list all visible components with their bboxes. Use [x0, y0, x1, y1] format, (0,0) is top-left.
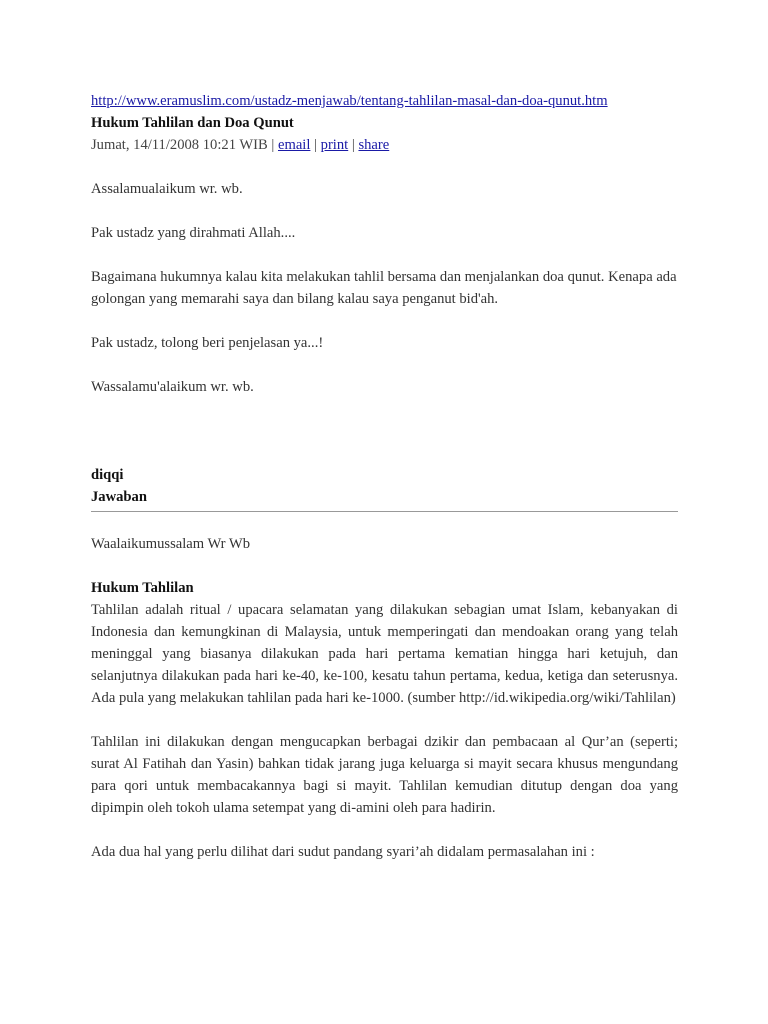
answer-greeting: Waalaikumussalam Wr Wb — [91, 536, 250, 552]
answer-paragraph-1: Tahlilan adalah ritual / upacara selamatan yang dilakukan sebagian umat Islam, kebanyakan di Indonesia dan kemungkinan di Malaysia, untuk memperingati dan mendoakan orang yang telah meninggal yang biasanya dilakukan pada hari pertama kematian hingga hari ketujuh, dan selanjutnya dilakukan pada hari ke-40, ke-100, kesatu tahun pertama, kedua, ketiga dan seterusnya. Ada pula yang melakukan tahlilan pada hari ke-1000. (sumber http://id.wikipedia.org/wiki/Tahlilan) — [91, 602, 678, 706]
question-body: Bagaimana hukumnya kalau kita melakukan tahlil bersama dan menjalankan doa qunut. Kenapa ada golongan yang memarahi saya dan bilang kalau saya penganut bid'ah. — [91, 269, 677, 307]
article-meta — [91, 134, 678, 156]
answer-paragraph-3: Ada dua hal yang perlu dilihat dari sudut pandang syari’ah didalam permasalahan ini : — [91, 844, 595, 860]
question-closing: Wassalamu'alaikum wr. wb. — [91, 379, 254, 395]
email-link[interactable]: email — [277, 137, 311, 153]
question-author: diqqi — [91, 467, 124, 483]
section-title: Hukum Tahlilan — [91, 580, 194, 596]
answer-heading: Jawaban — [91, 489, 147, 505]
answer-paragraph-2: Tahlilan ini dilakukan dengan mengucapkan berbagai dzikir dan pembacaan al Qur’an (seperti; surat Al Fatihah dan Yasin) bahkan tidak jarang juga keluarga si mayit secara khusus mengundang para qori untuk membacakannya bagi si mayit. Tahlilan kemudian ditutup dengan doa yang dipimpin oleh tokoh ulama setempat yang di-amini oleh para hadirin. — [91, 734, 678, 816]
question-greeting: Assalamualaikum wr. wb. — [91, 181, 243, 197]
article-content — [91, 90, 678, 863]
question-address: Pak ustadz yang dirahmati Allah.... — [91, 225, 296, 241]
article-title: Hukum Tahlilan dan Doa Qunut — [91, 115, 294, 131]
print-link[interactable]: print — [320, 137, 349, 153]
meta-separator: | — [271, 137, 275, 153]
source-url-link[interactable]: http://www.eramuslim.com/ustadz-menjawab/tentang-tahlilan-masal-dan-doa-qunut.htm — [91, 93, 608, 109]
meta-separator: | — [351, 137, 355, 153]
meta-separator: | — [314, 137, 317, 153]
article-date: Jumat, 14/11/2008 10:21 WIB — [91, 137, 268, 153]
share-link[interactable]: share — [358, 137, 390, 153]
question-request: Pak ustadz, tolong beri penjelasan ya...! — [91, 335, 324, 351]
